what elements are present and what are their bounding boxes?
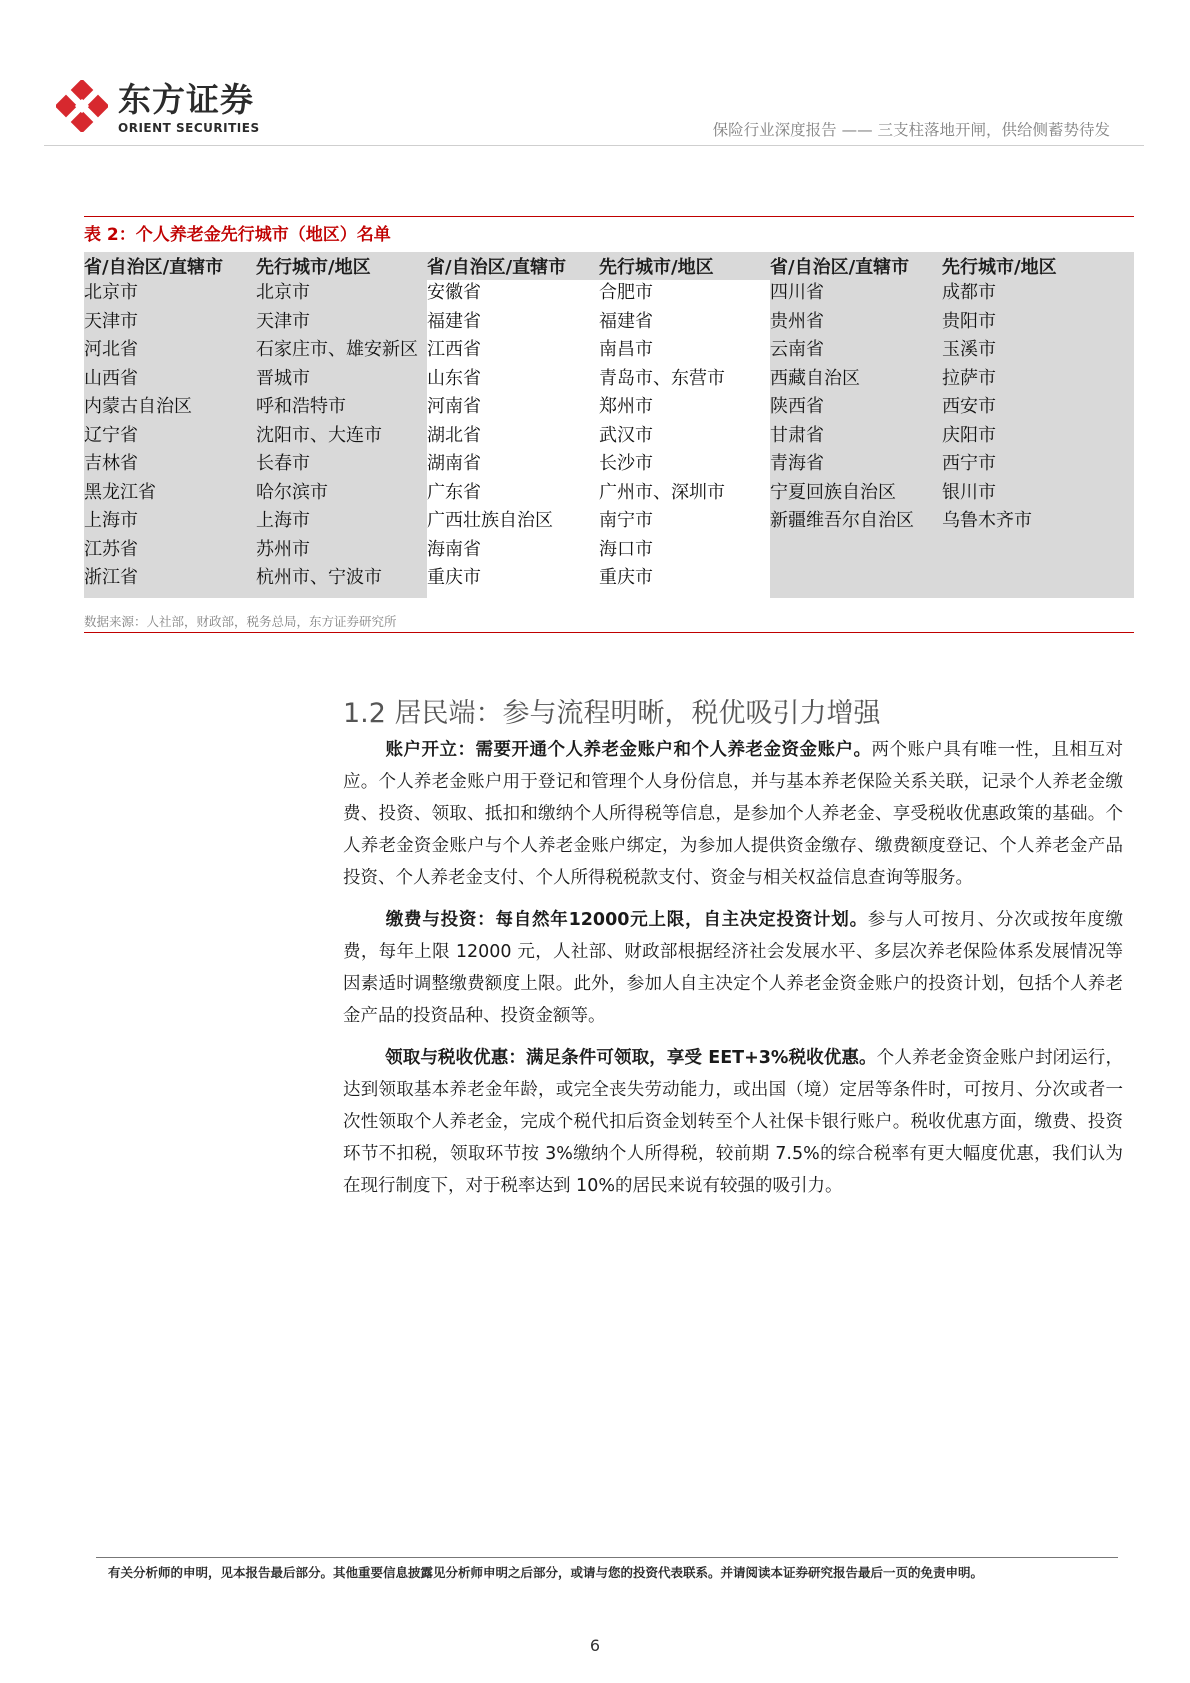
- footer-divider: [96, 1557, 1118, 1558]
- cell-province: 黑龙江省: [84, 481, 156, 503]
- cell-province: 吉林省: [84, 453, 138, 474]
- cell-province: 新疆维吾尔自治区: [770, 510, 914, 531]
- section-heading: 1.2 居民端：参与流程明晰，税优吸引力增强: [343, 698, 881, 729]
- column-header-city: 先行城市/地区: [599, 257, 714, 278]
- cell-city: 北京市: [256, 282, 310, 303]
- cell-province: 北京市: [84, 282, 138, 303]
- cell-city: 重庆市: [599, 567, 653, 588]
- cell-city: 晋城市: [256, 367, 310, 389]
- cell-province: 青海省: [770, 453, 824, 474]
- cell-province: 江苏省: [84, 538, 138, 560]
- pilot-cities-table: [84, 252, 1134, 598]
- paragraph-text: 参与人可按月、分次或按年度缴费，每年上限 12000 元，人社部、财政部根据经济社会发展水平、多层次养老保险体系发展情况等因素适时调整缴费额度上限。此外，参加人自主决定个人养老金资金账户的投资计划，包括个人养老金产品的投资品种、投资金额等。: [343, 910, 1124, 1026]
- cell-province: 广东省: [427, 481, 481, 503]
- cell-province: 湖南省: [427, 453, 481, 474]
- paragraph-account-opening: [343, 734, 1123, 894]
- cell-city: 西宁市: [942, 453, 996, 474]
- cell-province: 云南省: [770, 339, 824, 360]
- cell-city: 海口市: [599, 538, 653, 560]
- cell-city: 合肥市: [599, 282, 653, 303]
- cell-province: 四川省: [770, 282, 824, 303]
- logo-chinese-name: 东方证券: [118, 80, 254, 119]
- cell-province: 甘肃省: [770, 424, 824, 446]
- column-header-province: 省/自治区/直辖市: [770, 257, 910, 278]
- cell-province: 福建省: [427, 310, 481, 332]
- paragraph-contribution: [343, 904, 1123, 1032]
- cell-province: 重庆市: [427, 567, 481, 588]
- paragraph-text: 两个账户具有唯一性，且相互对应。个人养老金账户用于登记和管理个人身份信息，并与基本养老保险关系关联，记录个人养老金缴费、投资、领取、抵扣和缴纳个人所得税等信息，是参加个人养老金、享受税收优惠政策的基础。个人养老金资金账户与个人养老金账户绑定，为参加人提供资金缴存、缴费额度登记、个人养老金产品投资、个人养老金支付、个人所得税税款支付、资金与相关权益信息查询等服务。: [343, 740, 1123, 888]
- cell-city: 武汉市: [599, 424, 653, 446]
- table-source-note: 数据来源：人社部，财政部，税务总局，东方证券研究所: [84, 614, 397, 629]
- column-header-row-2: [427, 252, 770, 280]
- cell-province: 江西省: [427, 339, 481, 360]
- cell-city: 银川市: [942, 481, 996, 503]
- cell-city: 玉溪市: [942, 339, 996, 360]
- cell-city: 庆阳市: [942, 424, 996, 446]
- cell-city: 苏州市: [256, 538, 310, 560]
- paragraph-lead: 账户开立：需要开通个人养老金账户和个人养老金资金账户。: [385, 740, 872, 760]
- cell-province: 安徽省: [427, 282, 481, 303]
- cell-province: 山西省: [84, 367, 138, 389]
- cell-city: 哈尔滨市: [256, 481, 328, 503]
- cell-province: 贵州省: [770, 310, 824, 332]
- report-title: 保险行业深度报告 —— 三支柱落地开闸，供给侧蓄势待发: [712, 121, 1110, 139]
- cell-province: 陕西省: [770, 396, 824, 417]
- table-title: 表 2：个人养老金先行城市（地区）名单: [84, 225, 391, 245]
- table-top-rule: [84, 216, 1134, 217]
- column-header-province: 省/自治区/直辖市: [84, 257, 224, 278]
- cell-province: 浙江省: [84, 567, 138, 588]
- paragraph-text: 个人养老金资金账户封闭运行，达到领取基本养老金年龄，或完全丧失劳动能力，或出国（境）定居等条件时，可按月、分次或者一次性领取个人养老金，完成个税代扣后资金划转至个人社保卡银行账户。税收优惠方面，缴费、投资环节不扣税，领取环节按 3%缴纳个人所得税，较前期 7.5%的综合税率有更大幅度优惠，我们认为在现行制度下，对于税率达到 10%的居民来说有较强的吸引力。: [343, 1048, 1124, 1196]
- cell-city: 郑州市: [599, 396, 653, 417]
- table-bottom-rule: [84, 632, 1134, 633]
- header-divider: [44, 145, 1144, 146]
- cell-city: 呼和浩特市: [256, 396, 346, 417]
- cell-province: 宁夏回族自治区: [770, 481, 896, 503]
- cell-province: 河南省: [427, 396, 481, 417]
- cell-city: 青岛市、东营市: [599, 367, 725, 389]
- cell-province: 辽宁省: [84, 424, 138, 446]
- cell-city: 长春市: [256, 453, 310, 474]
- cell-province: 上海市: [84, 510, 138, 531]
- cell-city: 乌鲁木齐市: [942, 510, 1032, 531]
- cell-city: 拉萨市: [942, 367, 996, 389]
- cell-province: 天津市: [84, 310, 138, 332]
- paragraph-withdrawal-tax: [343, 1042, 1123, 1202]
- cell-province: 广西壮族自治区: [427, 510, 553, 531]
- cell-province: 内蒙古自治区: [84, 396, 192, 417]
- cell-city: 广州市、深圳市: [599, 481, 725, 503]
- cell-city: 成都市: [942, 282, 996, 303]
- cell-province: 湖北省: [427, 424, 481, 446]
- cell-city: 贵阳市: [942, 310, 996, 332]
- cell-city: 天津市: [256, 310, 310, 332]
- cell-city: 上海市: [256, 510, 310, 531]
- cell-province: 西藏自治区: [770, 367, 860, 389]
- page-number: 6: [589, 1636, 601, 1655]
- cell-city: 石家庄市、雄安新区: [256, 339, 418, 360]
- cell-city: 长沙市: [599, 453, 653, 474]
- column-header-city: 先行城市/地区: [942, 257, 1057, 278]
- cell-city: 南宁市: [599, 510, 653, 531]
- cell-province: 河北省: [84, 339, 138, 360]
- paragraph-lead: 领取与税收优惠：满足条件可领取，享受 EET+3%税收优惠。: [385, 1048, 877, 1068]
- footer-disclaimer: 有关分析师的申明，见本报告最后部分。其他重要信息披露见分析师申明之后部分，或请与您的投资代表联系。并请阅读本证券研究报告最后一页的免责申明。: [108, 1565, 984, 1580]
- orient-securities-logo-icon: [56, 80, 108, 132]
- cell-city: 南昌市: [599, 339, 653, 360]
- cell-city: 福建省: [599, 310, 653, 332]
- cell-province: 海南省: [427, 538, 481, 560]
- cell-city: 西安市: [942, 396, 996, 417]
- cell-city: 杭州市、宁波市: [256, 567, 382, 588]
- column-header-province: 省/自治区/直辖市: [427, 257, 567, 278]
- column-header-city: 先行城市/地区: [256, 257, 371, 278]
- cell-city: 沈阳市、大连市: [256, 424, 382, 446]
- paragraph-lead: 缴费与投资：每自然年12000元上限，自主决定投资计划。: [385, 910, 868, 930]
- cell-province: 山东省: [427, 367, 481, 389]
- logo-english-name: ORIENT SECURITIES: [118, 121, 260, 135]
